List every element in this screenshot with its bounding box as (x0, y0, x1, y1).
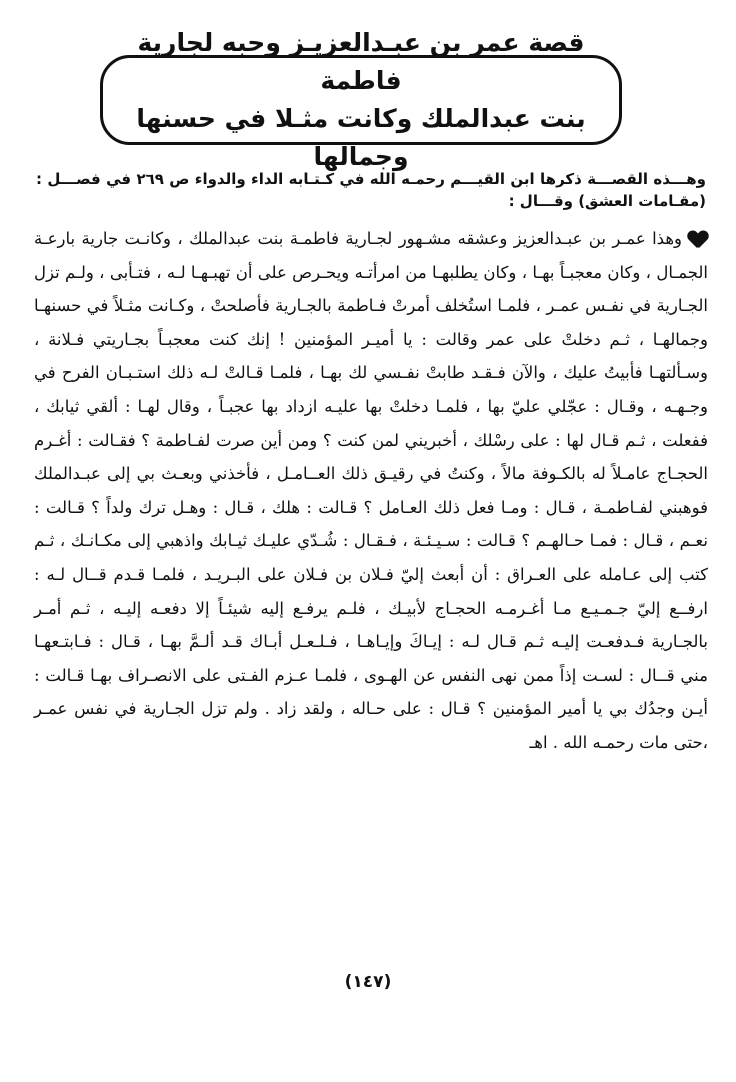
intro-paragraph: وهـــذه القصـــة ذكرها ابن القيـــم رحمـه الله في كـتـابه الداء والدواء ص ٢٦٩ في فصـــل : (مقـامات العشق) وقـــال : (36, 170, 706, 210)
story-text: وهذا عمـر بن عبـدالعزيز وعشقه مشـهور لجـارية فاطمـة بنت عبدالملك ، وكانـت جارية بارعـة الجمـال ، وكان معجبـاً بهـا ، وكان يطلبهـا من امرأتـه ويحـرص على أن تهبـهـا لـه ، فتـأبى ، ولـم تزل الجـارية في نفـس عمـر ، فلمـا استُخلف أمرتْ فـاطمة بالجـارية فأصلحتْ ، وكـانت مثـلاً في حسنهـا وجمالهـا ، ثـم دخلتْ على عمر وقالت : يا أميـر المؤمنين ! إنك كنت معجبـاً بجـاريتي فـلانة ، وسـألتهـا فأبيتُ عليك ، والآن فـقـد طابتْ نفـسي لك بهـا ، فلمـا قـالتْ لـه ذلك استـبـان الفرح في وجـهـه ، وقـال : عجّلي عليّ بها ، فلمـا دخلتْ بها عليـه ازداد بها عجبـاً ، وقال لهـا : ألقي ثيابك ، ففعلت ، ثـم قـال لها : على رسْلك ، أخبريني لمن كنت ؟ ومن أين صرت لفـاطمة ؟ فقـالت : أغـرم الحجـاج عامـلاً له بالكـوفة مالاً ، وكنتُ في رقيـق ذلك العــامـل ، فأخذني وبعـث بي إلى عبـدالملك فوهبني لفـاطمـة ، قـال : ومـا فعل ذلك العـامل ؟ قـالت : هلك ، قـال : وهـل ترك ولداً ؟ قـالت : نعـم ، قـال : فمـا حـالهـم ؟ قـالت : سـيـئـة ، فـقـال : شُـدّي عليـك ثيـابك واذهبي إلى مكـانـك ، ثـم كتب إلى عـامله على العـراق : أن أبعث إليّ فـلان بن فـلان على البـريـد ، فلمـا قـدم قــال لـه : ارفــع إليّ جـمـيـع مـا أغـرمـه الحجـاج لأبيـك ، فلـم يرفـع إليه شيئـاً إلا دفعـه إليـه ، ثـم أمـر بالجـارية فـدفعـت إليـه ثـم قـال لـه : إيـاكَ وإيـاهـا ، فـلـعـل أبـاك قـد ألـمَّ بهـا ، قـال : فـابتـعهـا مني قــال : لسـت إذاً ممن نهى النفس عن الهـوى ، فلمـا عـزم الفـتى على الانصـراف بهـا قـالت : أيـن وجدُك بي يا أمير المؤمنين ؟ قـال : على حـاله ، ولقد زاد . ولم تزل الجـارية في نفس عمـر ،حتى مات رحمـه الله . اهـ (34, 229, 708, 752)
chapter-title-line-2: بنت عبدالملك وكانت مثـلا في حسنها وجمالها (136, 104, 586, 171)
page-number: (١٤٧) (344, 972, 392, 992)
chapter-title-box (100, 28, 622, 171)
story-paragraph (34, 222, 708, 760)
chapter-title-line-1: قصة عمر بن عبـدالعزيـز وحبه لجارية فاطمة (137, 28, 585, 95)
heart-icon (688, 231, 708, 249)
